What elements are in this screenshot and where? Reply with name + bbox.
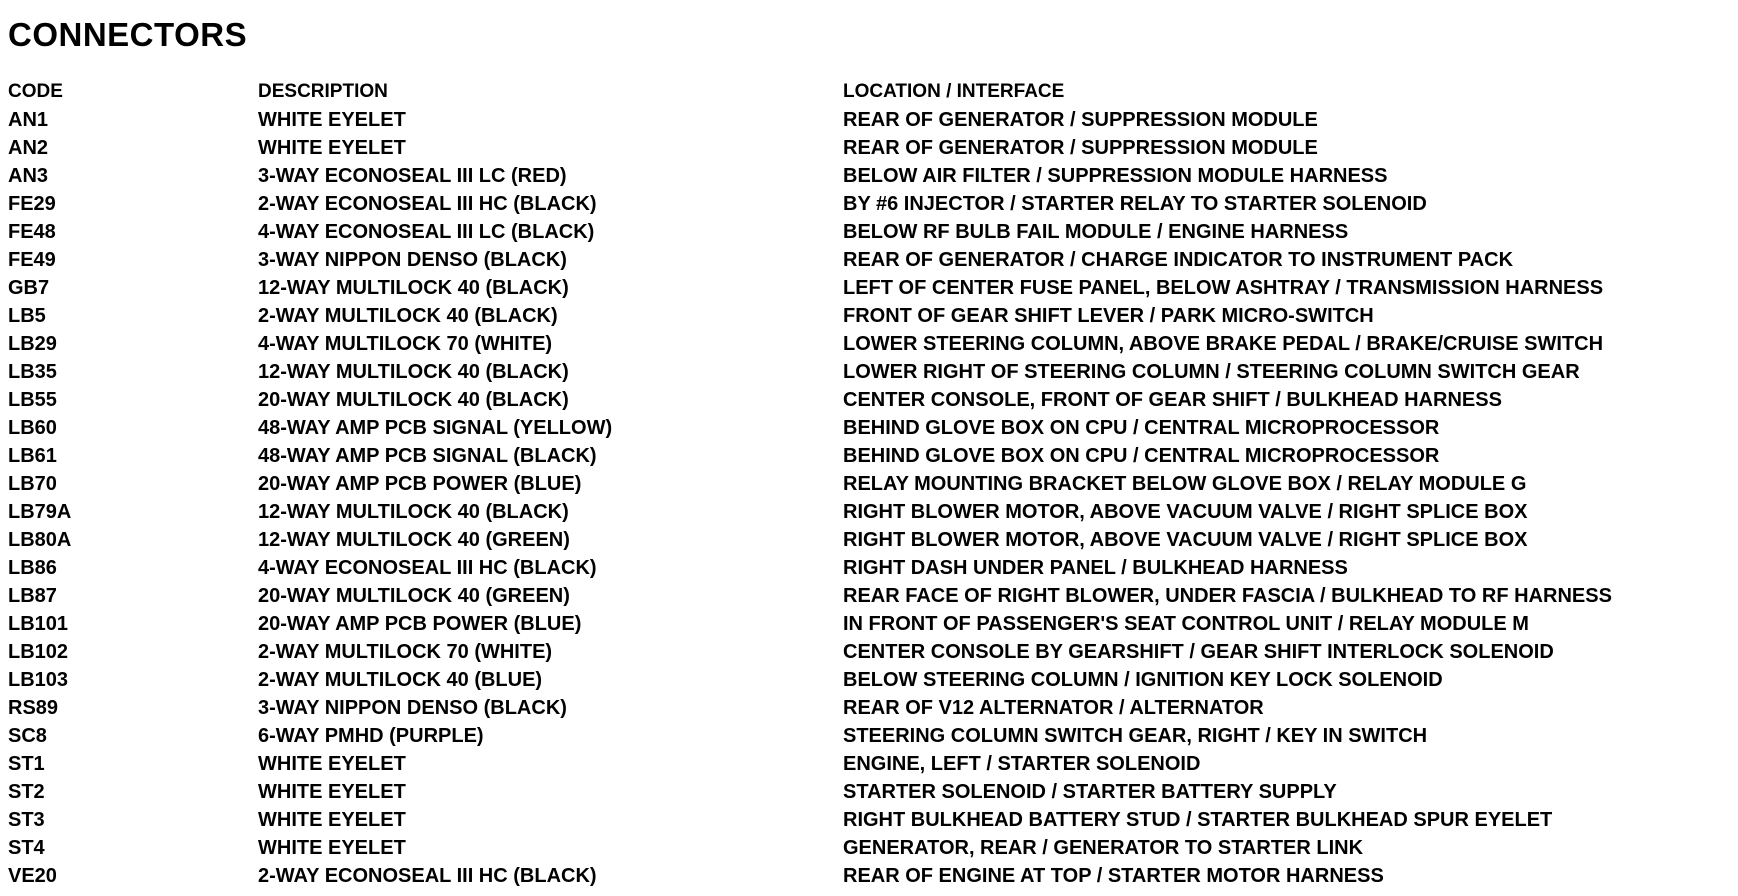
connector-code: LB60 xyxy=(8,417,57,439)
connector-code: LB5 xyxy=(8,305,46,327)
header-description: DESCRIPTION xyxy=(258,80,388,102)
connector-code: LB61 xyxy=(8,445,57,467)
connector-code: GB7 xyxy=(8,277,50,299)
connector-location: CENTER CONSOLE, FRONT OF GEAR SHIFT / BULKHEAD HARNESS xyxy=(843,389,1502,411)
connectors-table xyxy=(8,76,1733,890)
connector-location: FRONT OF GEAR SHIFT LEVER / PARK MICRO-SWITCH xyxy=(843,305,1374,327)
connector-description: 12-WAY MULTILOCK 40 (BLACK) xyxy=(258,277,569,299)
connector-description: 6-WAY PMHD (PURPLE) xyxy=(258,725,484,747)
connector-description: 2-WAY ECONOSEAL III HC (BLACK) xyxy=(258,193,597,215)
table-row xyxy=(8,358,1733,386)
connector-description: 12-WAY MULTILOCK 40 (BLACK) xyxy=(258,501,569,523)
table-row xyxy=(8,330,1733,358)
table-body xyxy=(8,106,1733,890)
connector-description: 12-WAY MULTILOCK 40 (BLACK) xyxy=(258,361,569,383)
connector-location: ENGINE, LEFT / STARTER SOLENOID xyxy=(843,753,1201,775)
table-row xyxy=(8,134,1733,162)
connector-description: 2-WAY MULTILOCK 40 (BLACK) xyxy=(258,305,558,327)
connector-description: 48-WAY AMP PCB SIGNAL (YELLOW) xyxy=(258,417,613,439)
connector-description: 20-WAY MULTILOCK 40 (GREEN) xyxy=(258,585,570,607)
connector-code: SC8 xyxy=(8,725,47,747)
connector-code: LB35 xyxy=(8,361,57,383)
connector-location: BELOW STEERING COLUMN / IGNITION KEY LOCK SOLENOID xyxy=(843,669,1443,691)
table-row xyxy=(8,190,1733,218)
connector-code: LB70 xyxy=(8,473,57,495)
table-row xyxy=(8,638,1733,666)
connector-code: AN3 xyxy=(8,165,49,187)
connector-code: LB86 xyxy=(8,557,57,579)
connector-code: FE49 xyxy=(8,249,56,271)
connector-location: BEHIND GLOVE BOX ON CPU / CENTRAL MICROPROCESSOR xyxy=(843,445,1440,467)
table-row xyxy=(8,162,1733,190)
connector-description: 20-WAY AMP PCB POWER (BLUE) xyxy=(258,473,582,495)
table-row xyxy=(8,610,1733,638)
connector-location: LOWER RIGHT OF STEERING COLUMN / STEERING COLUMN SWITCH GEAR xyxy=(843,361,1580,383)
header-code: CODE xyxy=(8,80,63,102)
connector-code: LB80A xyxy=(8,529,72,551)
connector-location: LEFT OF CENTER FUSE PANEL, BELOW ASHTRAY / TRANSMISSION HARNESS xyxy=(843,277,1604,299)
table-row xyxy=(8,470,1733,498)
connector-description: 20-WAY MULTILOCK 40 (BLACK) xyxy=(258,389,569,411)
connector-location: BEHIND GLOVE BOX ON CPU / CENTRAL MICROPROCESSOR xyxy=(843,417,1440,439)
connector-code: FE29 xyxy=(8,193,56,215)
connector-description: 3-WAY NIPPON DENSO (BLACK) xyxy=(258,697,567,719)
table-row xyxy=(8,694,1733,722)
connector-location: BELOW AIR FILTER / SUPPRESSION MODULE HARNESS xyxy=(843,165,1388,187)
connector-description: WHITE EYELET xyxy=(258,781,406,803)
table-row xyxy=(8,414,1733,442)
connector-code: ST4 xyxy=(8,837,45,859)
table-row xyxy=(8,554,1733,582)
connector-code: RS89 xyxy=(8,697,59,719)
connector-description: WHITE EYELET xyxy=(258,137,406,159)
table-row xyxy=(8,722,1733,750)
connector-location: REAR OF GENERATOR / CHARGE INDICATOR TO INSTRUMENT PACK xyxy=(843,249,1514,271)
page-title: CONNECTORS xyxy=(8,16,248,53)
table-row xyxy=(8,526,1733,554)
connector-location: LOWER STEERING COLUMN, ABOVE BRAKE PEDAL / BRAKE/CRUISE SWITCH xyxy=(843,333,1604,355)
connector-code: FE48 xyxy=(8,221,56,243)
connector-location: IN FRONT OF PASSENGER'S SEAT CONTROL UNIT / RELAY MODULE M xyxy=(843,613,1529,635)
connector-code: VE20 xyxy=(8,865,57,887)
connector-location: REAR OF ENGINE AT TOP / STARTER MOTOR HARNESS xyxy=(843,865,1384,887)
table-row xyxy=(8,442,1733,470)
table-header xyxy=(8,76,1733,106)
table-row xyxy=(8,750,1733,778)
connector-description: 4-WAY MULTILOCK 70 (WHITE) xyxy=(258,333,553,355)
connector-description: 4-WAY ECONOSEAL III HC (BLACK) xyxy=(258,557,597,579)
connector-location: RIGHT DASH UNDER PANEL / BULKHEAD HARNESS xyxy=(843,557,1348,579)
connector-code: LB29 xyxy=(8,333,57,355)
connector-location: GENERATOR, REAR / GENERATOR TO STARTER LINK xyxy=(843,837,1364,859)
connector-code: AN2 xyxy=(8,137,49,159)
connector-code: ST3 xyxy=(8,809,45,831)
connector-description: 4-WAY ECONOSEAL III LC (BLACK) xyxy=(258,221,595,243)
table-row xyxy=(8,386,1733,414)
table-row xyxy=(8,302,1733,330)
connector-location: RIGHT BLOWER MOTOR, ABOVE VACUUM VALVE / RIGHT SPLICE BOX xyxy=(843,529,1528,551)
table-row xyxy=(8,246,1733,274)
connector-location: REAR OF V12 ALTERNATOR / ALTERNATOR xyxy=(843,697,1264,719)
connector-description: 2-WAY MULTILOCK 70 (WHITE) xyxy=(258,641,553,663)
table-row xyxy=(8,778,1733,806)
connector-location: BELOW RF BULB FAIL MODULE / ENGINE HARNESS xyxy=(843,221,1349,243)
table-row xyxy=(8,834,1733,862)
connector-description: WHITE EYELET xyxy=(258,753,406,775)
connector-description: 20-WAY AMP PCB POWER (BLUE) xyxy=(258,613,582,635)
connector-location: RIGHT BLOWER MOTOR, ABOVE VACUUM VALVE / RIGHT SPLICE BOX xyxy=(843,501,1528,523)
table-row xyxy=(8,218,1733,246)
connector-description: 12-WAY MULTILOCK 40 (GREEN) xyxy=(258,529,570,551)
table-row xyxy=(8,666,1733,694)
connector-description: 3-WAY ECONOSEAL III LC (RED) xyxy=(258,165,567,187)
connector-description: WHITE EYELET xyxy=(258,809,406,831)
table-row xyxy=(8,106,1733,134)
table-row xyxy=(8,806,1733,834)
connector-description: WHITE EYELET xyxy=(258,837,406,859)
connector-location: BY #6 INJECTOR / STARTER RELAY TO STARTER SOLENOID xyxy=(843,193,1427,215)
header-location: LOCATION / INTERFACE xyxy=(843,80,1065,102)
connector-description: 3-WAY NIPPON DENSO (BLACK) xyxy=(258,249,567,271)
connector-code: AN1 xyxy=(8,109,49,131)
connector-description: 2-WAY ECONOSEAL III HC (BLACK) xyxy=(258,865,597,887)
connector-description: 48-WAY AMP PCB SIGNAL (BLACK) xyxy=(258,445,597,467)
connector-location: STARTER SOLENOID / STARTER BATTERY SUPPLY xyxy=(843,781,1337,803)
connector-code: ST1 xyxy=(8,753,45,775)
table-row xyxy=(8,862,1733,890)
connector-code: LB103 xyxy=(8,669,69,691)
connector-location: REAR FACE OF RIGHT BLOWER, UNDER FASCIA / BULKHEAD TO RF HARNESS xyxy=(843,585,1612,607)
connector-location: RIGHT BULKHEAD BATTERY STUD / STARTER BULKHEAD SPUR EYELET xyxy=(843,809,1553,831)
connector-code: LB102 xyxy=(8,641,69,663)
connector-description: WHITE EYELET xyxy=(258,109,406,131)
connector-location: RELAY MOUNTING BRACKET BELOW GLOVE BOX / RELAY MODULE G xyxy=(843,473,1527,495)
connector-code: ST2 xyxy=(8,781,45,803)
connector-location: REAR OF GENERATOR / SUPPRESSION MODULE xyxy=(843,109,1318,131)
connector-code: LB87 xyxy=(8,585,57,607)
connector-code: LB79A xyxy=(8,501,72,523)
connector-code: LB101 xyxy=(8,613,69,635)
connector-location: CENTER CONSOLE BY GEARSHIFT / GEAR SHIFT INTERLOCK SOLENOID xyxy=(843,641,1554,663)
table-row xyxy=(8,498,1733,526)
connector-code: LB55 xyxy=(8,389,57,411)
table-row xyxy=(8,582,1733,610)
connector-description: 2-WAY MULTILOCK 40 (BLUE) xyxy=(258,669,543,691)
table-row xyxy=(8,274,1733,302)
connector-location: STEERING COLUMN SWITCH GEAR, RIGHT / KEY IN SWITCH xyxy=(843,725,1428,747)
connector-location: REAR OF GENERATOR / SUPPRESSION MODULE xyxy=(843,137,1318,159)
